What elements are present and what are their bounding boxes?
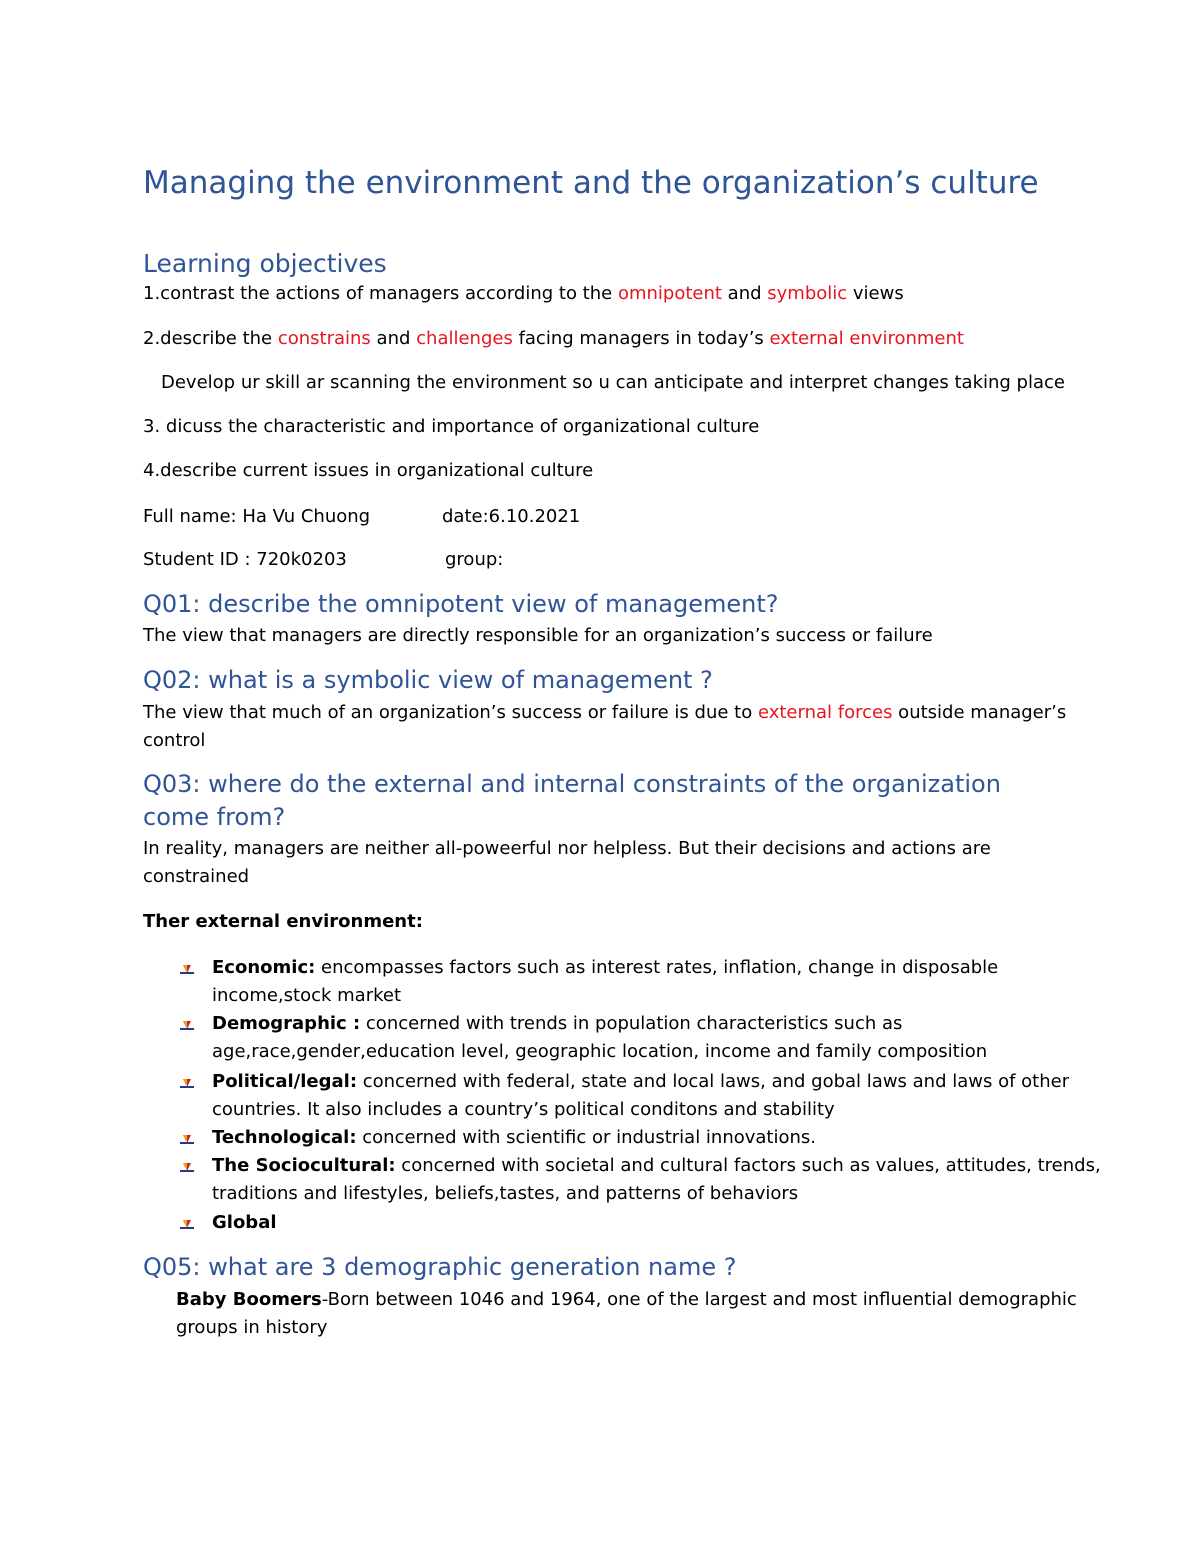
objective-1-prefix: 1.contrast the actions of managers according to the (143, 283, 618, 304)
arrow-bullet-icon (180, 1130, 194, 1144)
learning-objectives-heading: Learning objectives (143, 249, 387, 278)
factor-text-cont: income,stock market (212, 985, 402, 1006)
factor-label: Technological: (212, 1127, 357, 1148)
q02-heading: Q02: what is a symbolic view of management ? (143, 666, 713, 694)
factor-text-cont: traditions and lifestyles, beliefs,tastes, and patterns of behaviors (212, 1183, 799, 1204)
objective-1-mid: and (721, 283, 768, 304)
arrow-bullet-icon (180, 1074, 194, 1088)
q05-answer-line2: groups in history (176, 1317, 328, 1338)
objective-3: 3. dicuss the characteristic and importance of organizational culture (143, 416, 760, 437)
factor-text: concerned with federal, state and local laws, and gobal laws and laws of other (357, 1071, 1070, 1092)
q02-answer-suffix: outside manager’s (892, 702, 1067, 723)
objective-2-mid2: facing managers in today’s (512, 328, 770, 349)
arrow-bullet-icon (180, 1158, 194, 1172)
student-id: Student ID : 720k0203 (143, 549, 347, 570)
factor-text-cont: age,race,gender,education level, geographic location, income and family composition (212, 1041, 988, 1062)
q03-heading-line1: Q03: where do the external and internal constraints of the organization (143, 770, 1001, 798)
date: date:6.10.2021 (442, 506, 581, 527)
group: group: (445, 549, 504, 570)
factor-text-cont: countries. It also includes a country’s political conditons and stability (212, 1099, 835, 1120)
factor-label: The Sociocultural: (212, 1155, 396, 1176)
q01-heading: Q01: describe the omnipotent view of management? (143, 590, 779, 618)
objective-2 (143, 325, 964, 353)
factor-text: concerned with trends in population characteristics such as (360, 1013, 903, 1034)
q03-heading-line2: come from? (143, 803, 286, 831)
factor-text: concerned with scientific or industrial innovations. (356, 1127, 817, 1148)
q05-heading: Q05: what are 3 demographic generation name ? (143, 1253, 737, 1281)
skill-note: Develop ur skill ar scanning the environment so u can anticipate and interpret changes taking place (161, 372, 1065, 393)
objective-1 (143, 280, 904, 308)
arrow-bullet-icon (180, 1215, 194, 1229)
factor-label: Demographic : (212, 1013, 361, 1034)
factor-label: Political/legal: (212, 1071, 358, 1092)
external-environment-subheading: Ther external environment: (143, 911, 423, 932)
q03-answer-line1: In reality, managers are neither all-poweerful nor helpless. But their decisions and actions are (143, 838, 991, 859)
challenges-highlight: challenges (416, 328, 513, 349)
q02-answer-line2: control (143, 730, 206, 751)
factor-label: Global (212, 1212, 277, 1233)
q03-answer-line2: constrained (143, 866, 250, 887)
q02-answer-line1 (143, 699, 1066, 727)
objective-4: 4.describe current issues in organizational culture (143, 460, 594, 481)
arrow-bullet-icon (180, 960, 194, 974)
page-title: Managing the environment and the organization’s culture (143, 165, 1039, 201)
factor-text: concerned with societal and cultural factors such as values, attitudes, trends, (395, 1155, 1101, 1176)
symbolic-highlight: symbolic (767, 283, 848, 304)
arrow-bullet-icon (180, 1016, 194, 1030)
q05-answer-line1 (176, 1286, 1077, 1314)
omnipotent-highlight: omnipotent (617, 283, 722, 304)
external-environment-highlight: external environment (769, 328, 964, 349)
objective-1-suffix: views (847, 283, 904, 304)
q01-answer: The view that managers are directly responsible for an organization’s success or failure (143, 625, 933, 646)
q05-answer-text: -Born between 1046 and 1964, one of the largest and most influential demographic (321, 1289, 1077, 1310)
factor-label: Economic: (212, 957, 316, 978)
external-forces-highlight: external forces (757, 702, 893, 723)
q02-answer-prefix: The view that much of an organization’s success or failure is due to (143, 702, 758, 723)
baby-boomers-label: Baby Boomers (176, 1289, 322, 1310)
factor-text: encompasses factors such as interest rates, inflation, change in disposable (315, 957, 999, 978)
full-name: Full name: Ha Vu Chuong (143, 506, 371, 527)
objective-2-mid1: and (370, 328, 417, 349)
constrains-highlight: constrains (277, 328, 371, 349)
objective-2-prefix: 2.describe the (143, 328, 278, 349)
